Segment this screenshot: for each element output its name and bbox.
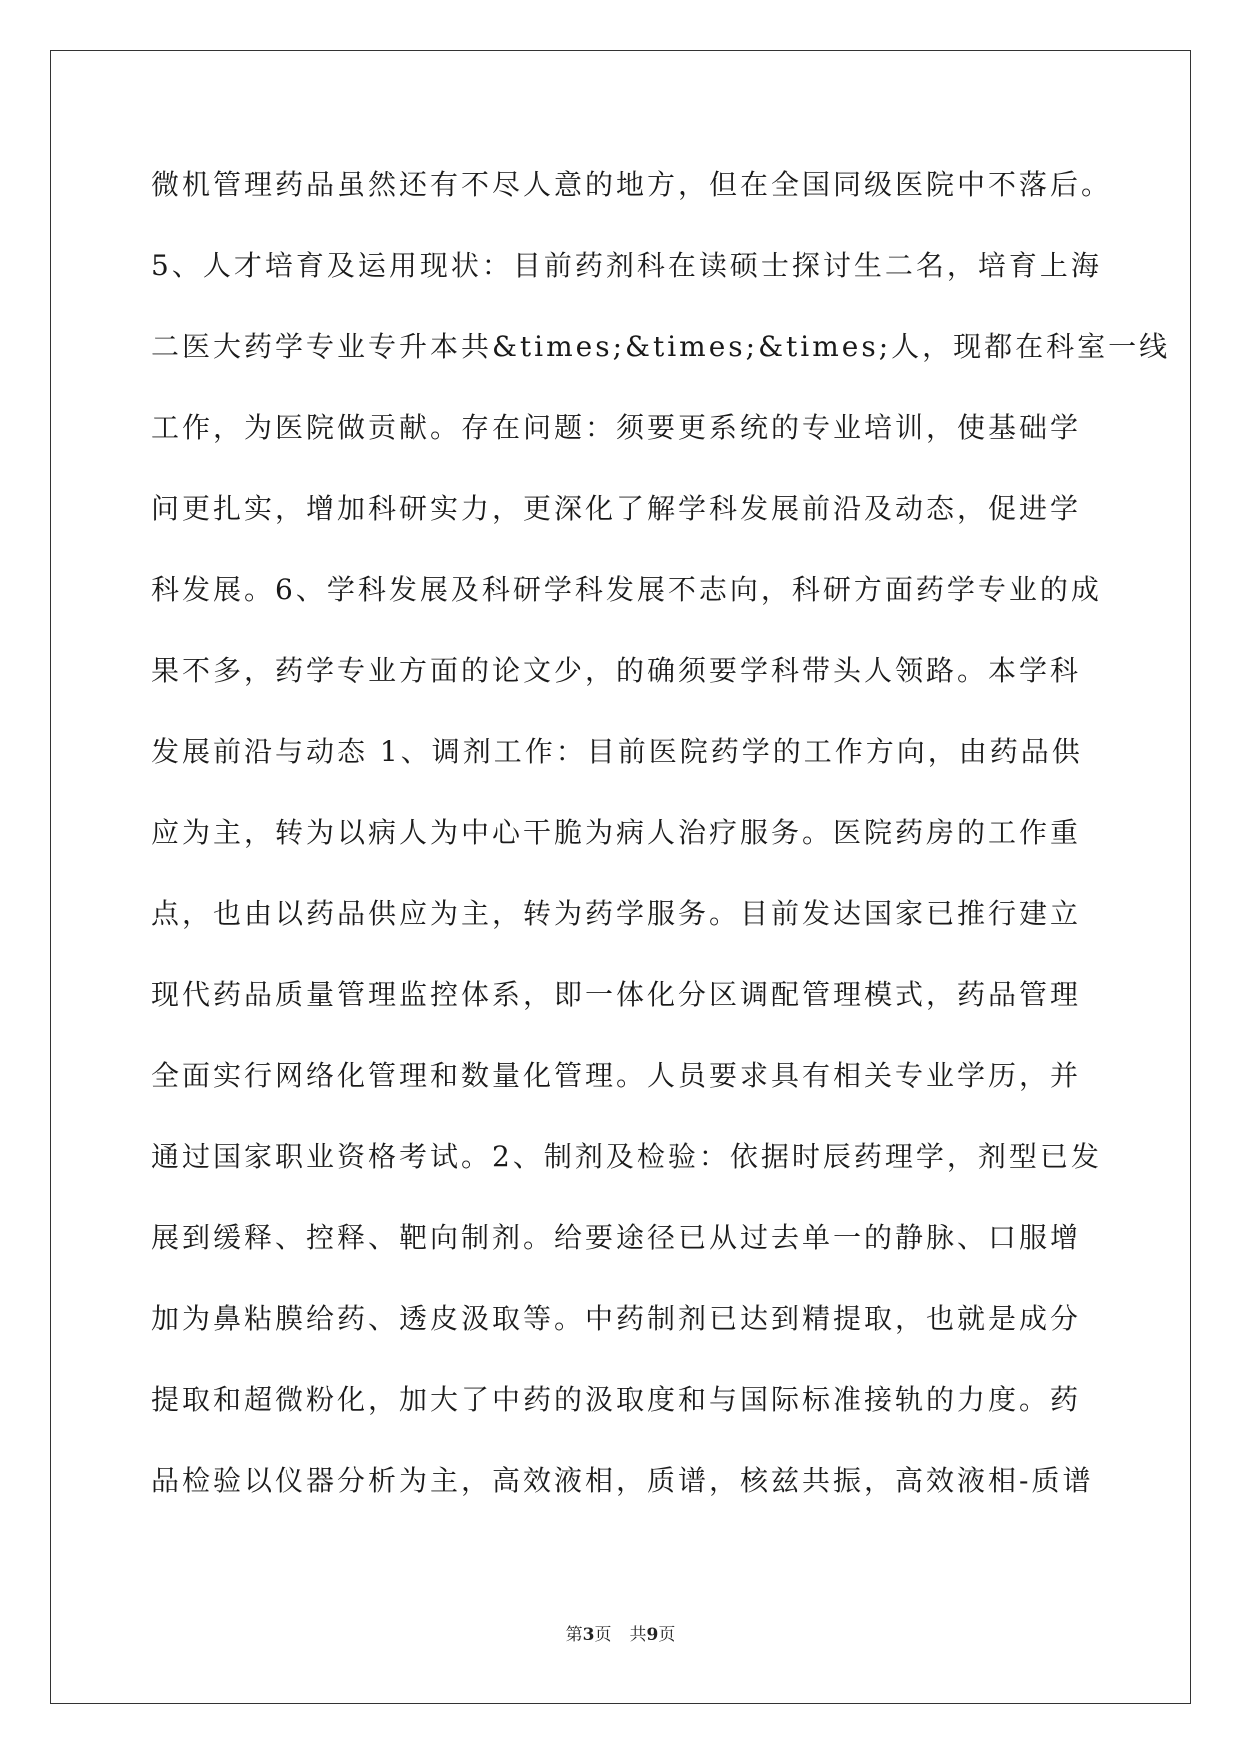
page-prefix: 第 xyxy=(565,1625,583,1645)
text-line: 品检验以仪器分析为主，高效液相，质谱，核兹共振，高效液相-质谱 xyxy=(151,1464,1094,1497)
text-line: 果不多，药学专业方面的论文少，的确须要学科带头人领路。本学科 xyxy=(151,654,1082,687)
text-line: 加为鼻粘膜给药、透皮汲取等。中药制剂已达到精提取，也就是成分 xyxy=(151,1302,1082,1335)
total-suffix: 页 xyxy=(658,1625,676,1645)
page-current: 3 xyxy=(582,1625,595,1645)
text-line: 通过国家职业资格考试。2、制剂及检验：依据时辰药理学，剂型已发 xyxy=(151,1140,1102,1173)
text-line: 展到缓释、控释、靶向制剂。给要途径已从过去单一的静脉、口服增 xyxy=(151,1221,1082,1254)
page-total: 9 xyxy=(646,1625,659,1645)
text-line: 发展前沿与动态 1、调剂工作：目前医院药学的工作方向，由药品供 xyxy=(151,735,1083,768)
text-line: 微机管理药品虽然还有不尽人意的地方，但在全国同级医院中不落后。 xyxy=(151,168,1113,201)
document-body xyxy=(151,160,1171,1537)
text-line: 问更扎实，增加科研实力，更深化了解学科发展前沿及动态，促进学 xyxy=(151,492,1082,525)
text-line: 应为主，转为以病人为中心干脆为病人治疗服务。医院药房的工作重 xyxy=(151,816,1082,849)
text-line: 工作，为医院做贡献。存在问题：须要更系统的专业培训，使基础学 xyxy=(151,411,1082,444)
text-line: 二医大药学专业专升本共&times;&times;&times;人，现都在科室一线 xyxy=(151,330,1171,363)
text-line: 现代药品质量管理监控体系，即一体化分区调配管理模式，药品管理 xyxy=(151,978,1082,1011)
text-line: 全面实行网络化管理和数量化管理。人员要求具有相关专业学历，并 xyxy=(151,1059,1082,1092)
page-footer xyxy=(0,1620,1241,1645)
text-line: 点，也由以药品供应为主，转为药学服务。目前发达国家已推行建立 xyxy=(151,897,1082,930)
total-prefix: 共 xyxy=(629,1625,647,1645)
text-line: 科发展。6、学科发展及科研学科发展不志向，科研方面药学专业的成 xyxy=(151,573,1102,606)
page-mid: 页 xyxy=(594,1625,612,1645)
text-line: 5、人才培育及运用现状：目前药剂科在读硕士探讨生二名，培育上海 xyxy=(151,249,1102,282)
text-line: 提取和超微粉化，加大了中药的汲取度和与国际标准接轨的力度。药 xyxy=(151,1383,1082,1416)
